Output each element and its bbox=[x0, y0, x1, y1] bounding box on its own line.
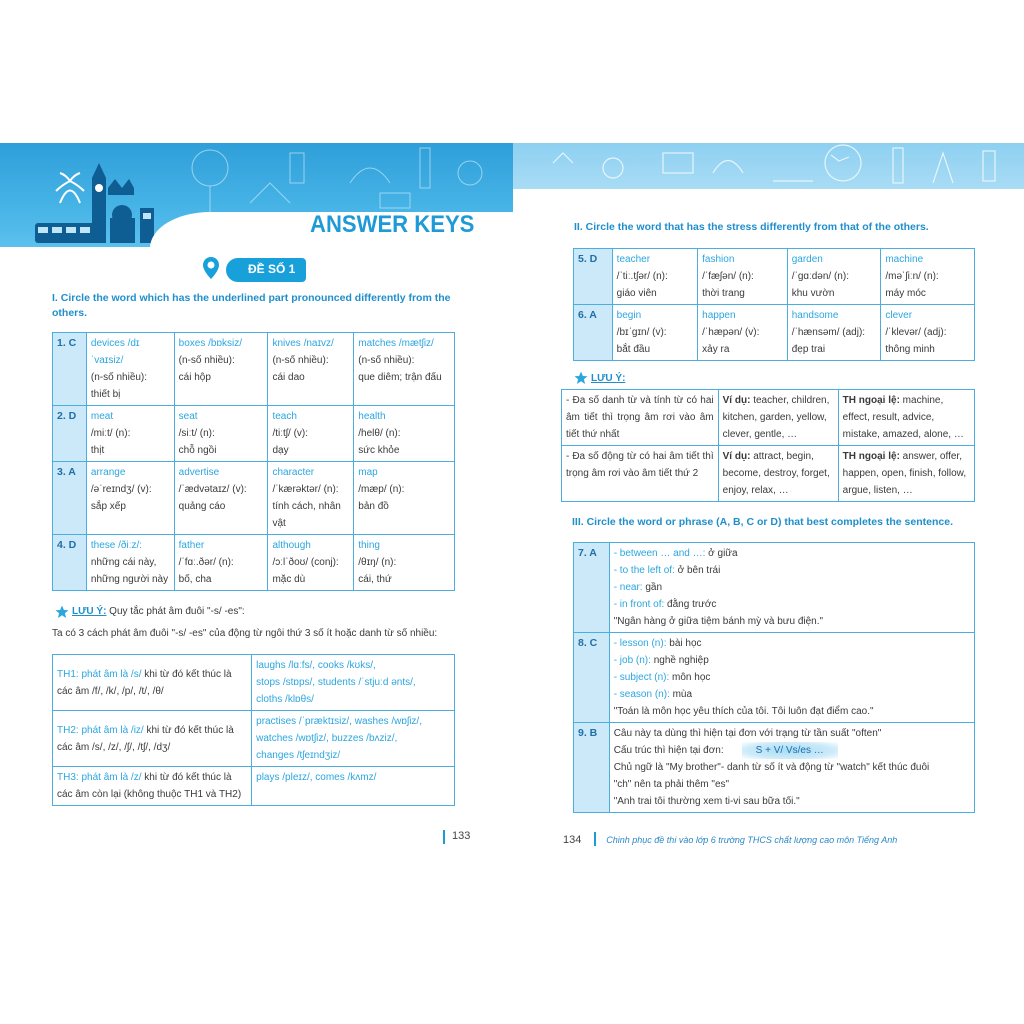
table-row bbox=[53, 406, 455, 462]
meaning: sức khỏe bbox=[358, 445, 400, 456]
structure-line bbox=[614, 742, 970, 759]
meaning: cái, thứ bbox=[358, 574, 392, 585]
exception-cell bbox=[838, 446, 974, 502]
example-label: Ví dụ: bbox=[722, 451, 751, 462]
word: arrange bbox=[90, 467, 126, 478]
example-line: cloths /klɒθs/ bbox=[256, 694, 314, 705]
exception-label: TH ngoại lệ: bbox=[842, 395, 900, 406]
word: health bbox=[358, 411, 386, 422]
explanation-cell bbox=[609, 633, 974, 723]
table-row bbox=[574, 723, 975, 813]
meaning: que diêm; trận đấu bbox=[358, 372, 442, 383]
pronunciation: /siːt/ (n): bbox=[178, 428, 215, 439]
option-word: - subject (n): bbox=[613, 672, 670, 683]
word: handsome bbox=[791, 310, 839, 321]
explanation-line: Chủ ngữ là "My brother"- danh từ số ít và động từ "watch" kết thúc đuôi bbox=[613, 762, 930, 773]
pronunciation: (n-số nhiều): bbox=[358, 355, 415, 366]
note-text: Quy tắc phát âm đuôi "-s/ -es": bbox=[106, 606, 245, 617]
table-row bbox=[53, 333, 455, 406]
pronunciation: /tiːtʃ/ (v): bbox=[272, 428, 309, 439]
answer-key: 9. B bbox=[574, 723, 610, 813]
word: thing bbox=[358, 540, 380, 551]
note-label: LƯU Ý: bbox=[72, 606, 107, 617]
option-line bbox=[614, 545, 970, 562]
formula: S + V/ Vs/es … bbox=[742, 742, 838, 759]
meaning: thiết bị bbox=[90, 389, 121, 400]
word: teach bbox=[272, 411, 297, 422]
rule-title: TH2: phát âm là /iz/ bbox=[57, 724, 144, 736]
option-line bbox=[614, 686, 970, 703]
stress-rules-table bbox=[561, 389, 975, 502]
word: happen bbox=[702, 310, 736, 321]
option-line bbox=[614, 562, 970, 579]
example-line: stops /stɒps/, students /ˈstjuːd ənts/, bbox=[256, 677, 416, 688]
example-label: Ví dụ: bbox=[722, 395, 751, 406]
answer-table-1 bbox=[52, 332, 455, 591]
exam-badge-label: ĐỀ SỐ 1 bbox=[248, 262, 296, 276]
meaning: bố, cha bbox=[178, 574, 212, 585]
option-meaning: mùa bbox=[669, 689, 693, 700]
example-line: practises /ˈpræktɪsiz/, washes /wɒʃiz/, bbox=[256, 716, 422, 727]
word-cell bbox=[268, 535, 354, 591]
pronunciation: /miːt/ (n): bbox=[90, 428, 131, 439]
word-cell bbox=[354, 406, 455, 462]
london-landmarks bbox=[35, 163, 154, 243]
meaning: thông minh bbox=[885, 344, 935, 355]
table-row bbox=[53, 462, 455, 535]
pronunciation: /ˈklevər/ (adj): bbox=[885, 327, 947, 338]
answer-key: 6. A bbox=[574, 305, 613, 361]
word: matches /mætʃiz/ bbox=[358, 338, 434, 349]
word: advertise bbox=[178, 467, 220, 478]
explanation-line: "ch" nên ta phải thêm "es" bbox=[613, 779, 730, 790]
page-number-left: 133 bbox=[452, 830, 471, 842]
meaning: mặc dù bbox=[272, 574, 306, 585]
word: boxes /bɒksiz/ bbox=[178, 338, 243, 349]
option-line bbox=[614, 596, 970, 613]
example-cell bbox=[252, 655, 455, 711]
explanation-cell bbox=[609, 543, 974, 633]
note-label-2: LƯU Ý: bbox=[591, 373, 626, 384]
word-cell bbox=[174, 333, 268, 406]
rule-text: khi từ đó kết thúc là các âm /f/, /k/, /p/, /t/, /θ/ bbox=[57, 668, 232, 697]
example-line: laughs /lɑːfs/, cooks /kʊks/, bbox=[256, 660, 376, 671]
word-cell bbox=[86, 462, 174, 535]
word: character bbox=[272, 467, 315, 478]
pronunciation: /ˈfæʃən/ (n): bbox=[702, 271, 754, 282]
meaning: đẹp trai bbox=[791, 344, 826, 355]
example-text: teacher, children, kitchen, garden, yellow, clever, gentle, … bbox=[722, 395, 830, 440]
rule-text: - Đa số danh từ và tính từ có hai âm tiết thì trọng âm rơi vào âm tiết thứ nhất bbox=[566, 395, 714, 440]
translation: "Anh trai tôi thường xem ti-vi sau bữa tối." bbox=[613, 796, 800, 807]
explanation-cell bbox=[609, 723, 974, 813]
word: machine bbox=[885, 254, 924, 265]
word: seat bbox=[178, 411, 198, 422]
page-divider-right bbox=[594, 832, 596, 846]
meaning: những người này bbox=[90, 574, 169, 585]
exception-text: answer, offer, happen, open, finish, follow, argue, listen, … bbox=[842, 451, 967, 496]
word: these /ðiːz/: bbox=[90, 540, 143, 551]
sports-illustration bbox=[513, 143, 1024, 189]
word: map bbox=[358, 467, 378, 478]
star-icon bbox=[574, 371, 588, 385]
word: knives /naɪvz/ bbox=[272, 338, 334, 349]
rule-cell bbox=[53, 655, 252, 711]
meaning: giáo viên bbox=[616, 288, 657, 299]
option-meaning: bài học bbox=[666, 638, 702, 649]
translation: "Ngân hàng ở giữa tiệm bánh mỳ và bưu điện." bbox=[613, 616, 824, 627]
meaning: bắt đầu bbox=[616, 344, 651, 355]
header-banner-right bbox=[513, 143, 1024, 189]
word-cell bbox=[354, 462, 455, 535]
pronunciation: /ˈædvətaɪz/ (v): bbox=[178, 484, 247, 495]
option-line bbox=[614, 635, 970, 652]
rule-cell bbox=[562, 390, 719, 446]
option-line bbox=[614, 579, 970, 596]
option-word: - near: bbox=[613, 582, 643, 593]
option-word: - to the left of: bbox=[613, 565, 675, 576]
meaning: khu vườn bbox=[791, 288, 835, 299]
book-title: Chinh phục đề thi vào lớp 6 trường THCS chất lượng cao môn Tiếng Anh bbox=[606, 835, 898, 845]
word: devices /dɪˈvaɪsiz/ bbox=[90, 338, 140, 366]
word-cell bbox=[268, 462, 354, 535]
pronunciation: /mæp/ (n): bbox=[358, 484, 405, 495]
meaning: cái dao bbox=[272, 372, 305, 383]
word-cell bbox=[698, 249, 788, 305]
option-meaning: ở giữa bbox=[705, 548, 738, 559]
meaning: sắp xếp bbox=[90, 501, 126, 512]
meaning: thời trang bbox=[702, 288, 745, 299]
table-row bbox=[574, 633, 975, 723]
page-divider-left bbox=[443, 830, 445, 844]
word-cell bbox=[787, 305, 881, 361]
meaning: tính cách, nhân vật bbox=[272, 501, 341, 529]
answer-key: 7. A bbox=[574, 543, 610, 633]
word: begin bbox=[616, 310, 642, 321]
option-word: - lesson (n): bbox=[613, 638, 667, 649]
option-line bbox=[614, 652, 970, 669]
pronunciation: (n-số nhiều): bbox=[90, 372, 148, 383]
star-icon bbox=[55, 605, 69, 619]
rule-text: - Đa số động từ có hai âm tiết thì trọng âm rơi vào âm tiết thứ 2 bbox=[566, 451, 714, 479]
explanation-line: Câu này ta dùng thì hiện tại đơn với trạng từ tần suất "often" bbox=[613, 728, 882, 739]
word-cell bbox=[174, 462, 268, 535]
rule-title: TH1: phát âm là /s/ bbox=[57, 668, 142, 680]
word-cell bbox=[174, 535, 268, 591]
word-cell bbox=[881, 305, 975, 361]
page-number-right: 134 bbox=[563, 834, 582, 846]
rule-text: khi từ đó kết thúc là các âm /s/, /z/, /ʃ/, /tʃ/, /dʒ/ bbox=[57, 724, 234, 753]
word: teacher bbox=[616, 254, 651, 265]
pronunciation: /ˈhænsəm/ (adj): bbox=[791, 327, 866, 338]
pronunciation: /ˈfɑː.ðər/ (n): bbox=[178, 557, 234, 568]
answer-key: 5. D bbox=[574, 249, 613, 305]
table-row bbox=[53, 711, 455, 767]
option-word: - season (n): bbox=[613, 689, 670, 700]
answer-key: 8. C bbox=[574, 633, 610, 723]
exception-cell bbox=[838, 390, 974, 446]
word: fashion bbox=[702, 254, 735, 265]
location-pin-icon bbox=[202, 256, 220, 280]
meaning: quảng cáo bbox=[178, 501, 226, 512]
answer-table-2 bbox=[573, 248, 975, 361]
example-cell bbox=[252, 711, 455, 767]
translation: "Toán là môn học yêu thích của tôi. Tôi luôn đạt điểm cao." bbox=[613, 706, 874, 717]
pronunciation: /əˈreɪndʒ/ (v): bbox=[90, 484, 152, 495]
section-3-heading: III. Circle the word or phrase (A, B, C or D) that best completes the sentence. bbox=[572, 516, 953, 528]
word-cell bbox=[174, 406, 268, 462]
rule-cell bbox=[53, 711, 252, 767]
pronunciation: /ˈɡɑːdən/ (n): bbox=[791, 271, 849, 282]
meaning: cái hộp bbox=[178, 372, 211, 383]
rules-table bbox=[52, 654, 455, 806]
word: although bbox=[272, 540, 311, 551]
meaning: thịt bbox=[90, 445, 105, 456]
answer-key: 4. D bbox=[53, 535, 87, 591]
page-title: ANSWER KEYS bbox=[310, 211, 475, 238]
note-line-2: Ta có 3 cách phát âm đuôi "-s/ -es" của động từ ngôi thứ 3 số ít hoặc danh từ số nhiều: bbox=[52, 628, 438, 639]
example-text: attract, begin, become, destroy, forget, enjoy, relax, … bbox=[722, 451, 830, 496]
table-row bbox=[574, 305, 975, 361]
structure-label: Cấu trúc thì hiện tại đơn: bbox=[613, 745, 724, 756]
word: meat bbox=[90, 411, 114, 422]
pronunciation: /ˈtiː.tʃər/ (n): bbox=[616, 271, 668, 282]
example-cell bbox=[718, 446, 838, 502]
pronunciation: /ˈhæpən/ (v): bbox=[702, 327, 760, 338]
table-row bbox=[574, 543, 975, 633]
pronunciation: /ˈkærəktər/ (n): bbox=[272, 484, 339, 495]
example-cell bbox=[718, 390, 838, 446]
footer bbox=[563, 830, 897, 848]
option-meaning: đằng trước bbox=[664, 599, 717, 610]
exception-label: TH ngoại lệ: bbox=[842, 451, 900, 462]
meaning: bản đồ bbox=[358, 501, 389, 512]
word: garden bbox=[791, 254, 823, 265]
pronunciation: những cái này, bbox=[90, 557, 157, 568]
meaning: chỗ ngồi bbox=[178, 445, 217, 456]
answer-key: 1. C bbox=[53, 333, 87, 406]
word-cell bbox=[86, 535, 174, 591]
table-row bbox=[53, 767, 455, 806]
option-word: - in front of: bbox=[613, 599, 665, 610]
rule-cell bbox=[562, 446, 719, 502]
table-row bbox=[562, 390, 975, 446]
section-2-heading: II. Circle the word that has the stress differently from that of the others. bbox=[574, 221, 929, 233]
word-cell bbox=[612, 305, 697, 361]
option-meaning: gần bbox=[642, 582, 663, 593]
option-meaning: ở bên trái bbox=[674, 565, 721, 576]
word-cell bbox=[787, 249, 881, 305]
option-meaning: môn học bbox=[669, 672, 711, 683]
word-cell bbox=[268, 333, 354, 406]
word-cell bbox=[612, 249, 697, 305]
note-1 bbox=[72, 606, 245, 617]
answer-table-3 bbox=[573, 542, 975, 813]
example-line: changes /tʃeɪndʒiz/ bbox=[256, 750, 341, 761]
rule-title: TH3: phát âm là /z/ bbox=[57, 772, 142, 783]
option-meaning: nghề nghiệp bbox=[650, 655, 709, 666]
pronunciation: /məˈʃiːn/ (n): bbox=[885, 271, 939, 282]
answer-key: 2. D bbox=[53, 406, 87, 462]
pronunciation: /helθ/ (n): bbox=[358, 428, 401, 439]
meaning: dạy bbox=[272, 445, 289, 456]
word-cell bbox=[86, 406, 174, 462]
pronunciation: (n-số nhiều): bbox=[178, 355, 235, 366]
word-cell bbox=[86, 333, 174, 406]
meaning: máy móc bbox=[885, 288, 926, 299]
meaning: xảy ra bbox=[702, 344, 730, 355]
pronunciation: /θɪŋ/ (n): bbox=[358, 557, 397, 568]
word-cell bbox=[354, 333, 455, 406]
example-line: plays /pleɪz/, comes /kʌmz/ bbox=[256, 772, 377, 783]
table-row bbox=[574, 249, 975, 305]
example-cell bbox=[252, 767, 455, 806]
exception-text: machine, effect, result, advice, mistake, amazed, alone, … bbox=[842, 395, 964, 440]
option-line bbox=[614, 669, 970, 686]
table-row bbox=[53, 535, 455, 591]
rule-text: khi từ đó kết thúc là các âm còn lại (không thuộc TH1 và TH2) bbox=[57, 772, 242, 800]
word-cell bbox=[881, 249, 975, 305]
option-word: - job (n): bbox=[613, 655, 651, 666]
rule-cell bbox=[53, 767, 252, 806]
table-row bbox=[562, 446, 975, 502]
word: father bbox=[178, 540, 205, 551]
pronunciation: (n-số nhiều): bbox=[272, 355, 329, 366]
option-word: - between … and …: bbox=[613, 548, 706, 559]
answer-key: 3. A bbox=[53, 462, 87, 535]
pronunciation: /bɪˈɡɪn/ (v): bbox=[616, 327, 667, 338]
example-line: watches /wɒtʃiz/, buzzes /bʌziz/, bbox=[256, 733, 398, 744]
word-cell bbox=[268, 406, 354, 462]
word-cell bbox=[698, 305, 788, 361]
table-row bbox=[53, 655, 455, 711]
word-cell bbox=[354, 535, 455, 591]
section-1-heading: I. Circle the word which has the underlined part pronounced differently from the others. bbox=[52, 292, 451, 319]
pronunciation: /ɔːlˈðoʊ/ (conj): bbox=[272, 557, 339, 568]
word: clever bbox=[885, 310, 913, 321]
